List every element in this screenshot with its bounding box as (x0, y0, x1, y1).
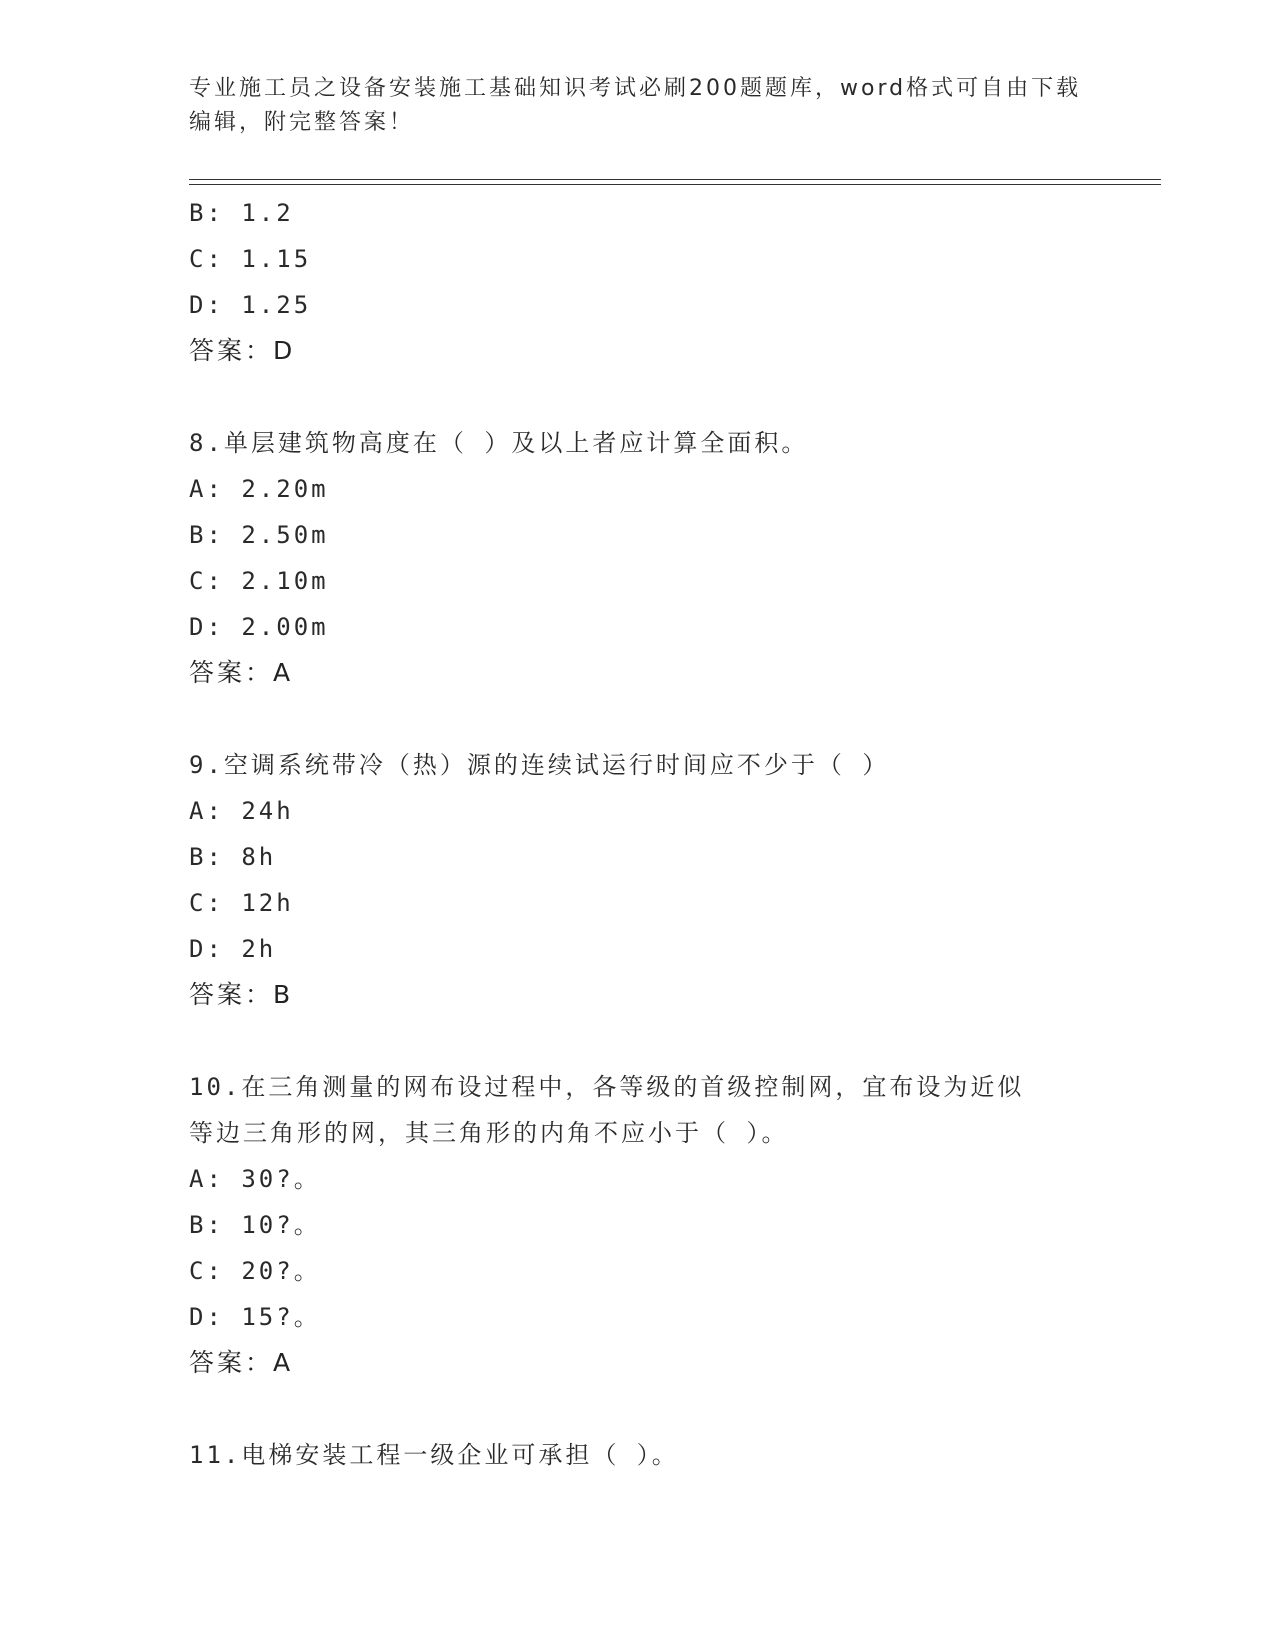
document-body (189, 190, 1109, 1478)
header-title-line-2: 编辑，附完整答案！ (189, 110, 415, 135)
option-b: B: 2.50m (189, 521, 329, 549)
question-text-line-2: 等边三角形的网，其三角形的内角不应小于（ ）。 (189, 1119, 789, 1147)
question-7-fragment (189, 190, 1109, 374)
option-d: D: 1.25 (189, 291, 312, 319)
option-a: A: 30?。 (189, 1165, 321, 1193)
answer-line: 答案：A (189, 1348, 294, 1377)
option-b: B: 8h (189, 843, 277, 871)
answer-line: 答案：B (189, 980, 294, 1009)
option-a: A: 24h (189, 797, 294, 825)
header-divider-top (189, 179, 1161, 180)
question-9 (189, 742, 1109, 1018)
spacer (189, 1018, 1109, 1064)
option-c: C: 20?。 (189, 1257, 321, 1285)
answer-line: 答案：D (189, 336, 296, 365)
header-title-line-1: 专业施工员之设备安装施工基础知识考试必刷200题题库，word格式可自由下载 (189, 76, 1082, 101)
answer-line: 答案：A (189, 658, 294, 687)
spacer (189, 696, 1109, 742)
option-c: C: 2.10m (189, 567, 329, 595)
question-text: 9.空调系统带冷（热）源的连续试运行时间应不少于（ ） (189, 751, 890, 779)
question-text: 11.电梯安装工程一级企业可承担（ ）。 (189, 1441, 679, 1469)
question-text: 8.单层建筑物高度在（ ）及以上者应计算全面积。 (189, 429, 809, 457)
question-11 (189, 1432, 1109, 1478)
option-a: A: 2.20m (189, 475, 329, 503)
question-text-line-1: 10.在三角测量的网布设过程中，各等级的首级控制网，宜布设为近似 (189, 1073, 1025, 1101)
document-header (189, 72, 1089, 140)
option-b: B: 10?。 (189, 1211, 321, 1239)
spacer (189, 1386, 1109, 1432)
option-d: D: 15?。 (189, 1303, 321, 1331)
header-divider-bottom (189, 184, 1161, 185)
question-10 (189, 1064, 1109, 1386)
question-8 (189, 420, 1109, 696)
spacer (189, 374, 1109, 420)
option-c: C: 1.15 (189, 245, 312, 273)
option-d: D: 2.00m (189, 613, 329, 641)
option-d: D: 2h (189, 935, 277, 963)
option-c: C: 12h (189, 889, 294, 917)
option-b: B: 1.2 (189, 199, 294, 227)
